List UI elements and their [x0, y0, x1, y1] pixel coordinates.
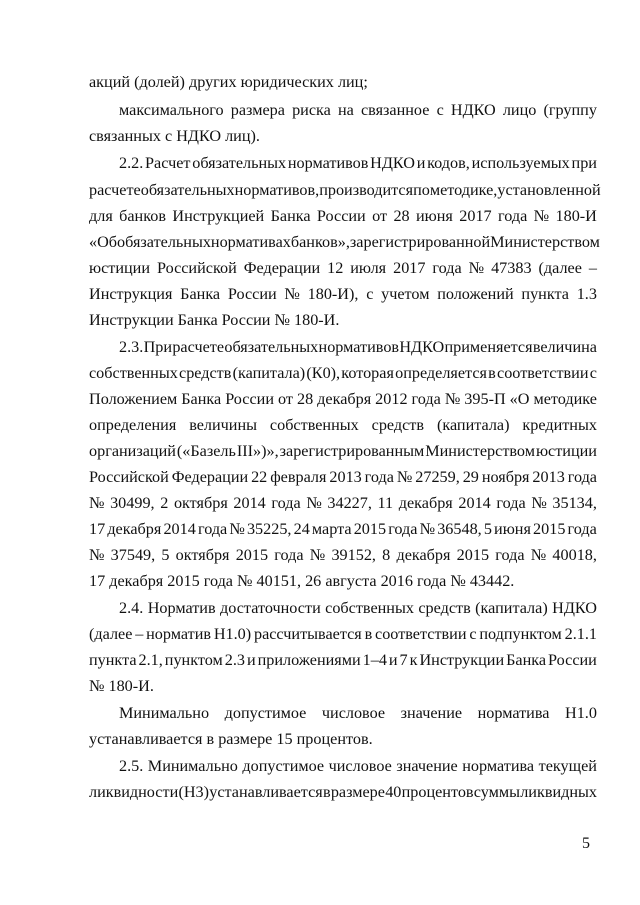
word: собственных [89, 364, 178, 382]
text-line: устанавливается в размере 15 процентов. [89, 730, 373, 748]
word: размера [230, 101, 285, 119]
word: лицо [502, 101, 537, 119]
word: года [197, 520, 228, 538]
word: НДКО [552, 599, 597, 617]
word: в [364, 625, 373, 643]
word: величины [189, 416, 258, 434]
word: Н1.0 [565, 704, 597, 722]
word: «Об [89, 233, 118, 251]
word: 2.3 [224, 651, 245, 669]
word: с [436, 101, 444, 119]
word: и [388, 651, 398, 669]
word: используемых [471, 154, 570, 172]
word: Банка [181, 390, 222, 408]
text-line [119, 337, 597, 357]
word: 2.2. [119, 154, 144, 172]
word: юстиции [535, 442, 597, 460]
word: устанавливается [209, 783, 323, 801]
word: 2.5. [119, 757, 144, 775]
word: 2013 [329, 468, 362, 486]
word: текущей [538, 757, 597, 775]
word: декабря [398, 494, 453, 512]
word: № [309, 546, 326, 564]
word: № [284, 285, 300, 303]
word: в [322, 783, 331, 801]
word: учетом [381, 285, 430, 303]
word: 2014 [458, 494, 491, 512]
word: производится [319, 181, 414, 199]
text-line [119, 598, 597, 618]
word: норматива [477, 704, 550, 722]
word: года [495, 546, 525, 564]
word: июня [416, 207, 453, 225]
word: кредитных [522, 416, 597, 434]
text-line [119, 153, 597, 173]
word: расчете [89, 181, 141, 199]
word: 2012 [375, 390, 408, 408]
word: пункта [89, 651, 137, 669]
word: средств [371, 416, 425, 434]
word: России [316, 207, 366, 225]
word: кодов, [427, 154, 470, 172]
word: 34227, [327, 494, 372, 512]
word: нормативов, [234, 181, 320, 199]
word: 37549, [110, 546, 156, 564]
word: организаций [89, 442, 176, 460]
word: зарегистрированным [279, 442, 425, 460]
word: 30499, [110, 494, 155, 512]
word: (капитала) [232, 364, 306, 382]
word: определения [89, 416, 177, 434]
word: 2.4. [119, 599, 144, 617]
word: определяется [395, 364, 487, 382]
word: февраля [270, 468, 327, 486]
word: года [567, 520, 597, 538]
word: «О [509, 390, 530, 408]
word: (капитала) [475, 599, 548, 617]
word: от [372, 207, 388, 225]
word: 2015 [456, 546, 490, 564]
text-line [89, 363, 597, 383]
word: средств [179, 364, 232, 382]
word: с [469, 625, 477, 643]
word: (К0), [306, 364, 341, 382]
word: расчете [172, 338, 225, 356]
word: банков [119, 207, 167, 225]
word: к [409, 651, 418, 669]
word: – [588, 259, 597, 277]
word: 40018, [552, 546, 597, 564]
word: Банка [180, 285, 221, 303]
word: Российской [156, 259, 237, 277]
word: 180-И [555, 207, 597, 225]
word: Министерством [425, 442, 535, 460]
word: 40 [385, 783, 402, 801]
word: 17 [89, 520, 106, 538]
word: № [229, 520, 245, 538]
word: 35134, [552, 494, 597, 512]
word: 5 [483, 520, 492, 538]
word: № [306, 494, 322, 512]
word: 28 [393, 207, 410, 225]
word: пункта [521, 285, 569, 303]
text-line [89, 206, 597, 226]
word: (далее [538, 259, 582, 277]
text-line [89, 782, 597, 802]
word: России [548, 651, 597, 669]
word: № [396, 468, 413, 486]
word: собственных [269, 416, 359, 434]
text-line [89, 467, 597, 487]
word: № [531, 494, 547, 512]
text-line [119, 756, 597, 776]
word: № [89, 494, 105, 512]
word: ликвидных [520, 783, 597, 801]
word: года [432, 259, 462, 277]
word: установленной [497, 181, 601, 199]
word: года [496, 494, 526, 512]
word: 2015 [533, 520, 566, 538]
word: 29 [462, 468, 479, 486]
text-line: Инструкции Банка России № 180-И. [89, 311, 340, 329]
word: Инструкции [419, 651, 505, 669]
word: приложениями [257, 651, 361, 669]
word: по [413, 181, 430, 199]
word: суммы [473, 783, 520, 801]
word: средств [418, 599, 471, 617]
word: величина [532, 338, 597, 356]
word: года [271, 494, 301, 512]
word: – [135, 625, 144, 643]
word: года [411, 390, 441, 408]
word: октября [173, 494, 228, 512]
word: («Базель [176, 442, 236, 460]
word: 7 [399, 651, 408, 669]
word: норматива [462, 757, 535, 775]
word: № [89, 546, 105, 564]
word: обязательных [140, 181, 235, 199]
word: года [567, 468, 597, 486]
word: с [366, 285, 374, 303]
word: от [278, 390, 293, 408]
word: максимального [119, 101, 224, 119]
word: Министерством [490, 233, 600, 251]
word: 28 [296, 390, 314, 408]
text-line: связанных с НДКО лиц). [89, 127, 260, 145]
word: года [388, 520, 418, 538]
word: 2017 [459, 207, 492, 225]
word: октября [175, 546, 230, 564]
word: 2015 [235, 546, 269, 564]
word: 24 [293, 520, 310, 538]
text-line [89, 232, 600, 252]
word: нормативах [210, 233, 291, 251]
word: рассчитывается [253, 625, 362, 643]
word: декабря [317, 390, 372, 408]
word: процентов [401, 783, 474, 801]
text-line [89, 493, 597, 513]
word: юстиции [89, 259, 151, 277]
word: (капитала) [436, 416, 510, 434]
word: 2013 [532, 468, 565, 486]
word: подпунктом [479, 625, 562, 643]
word: обязательных [117, 233, 211, 251]
word: 27259, [415, 468, 460, 486]
word: (Н3) [178, 783, 210, 801]
word: 36548, [437, 520, 482, 538]
page-number: 5 [582, 835, 590, 852]
word: 1.3 [576, 285, 597, 303]
word: 2.3. [119, 338, 144, 356]
word: 2.1, [138, 651, 163, 669]
text-line [89, 180, 601, 200]
word: для [89, 207, 113, 225]
word: Норматив [147, 599, 216, 617]
text-line [89, 441, 597, 461]
word: НДКО [370, 154, 415, 172]
word: 47383 [491, 259, 532, 277]
word: № [530, 546, 547, 564]
text-line [119, 100, 597, 120]
word: соответствии [497, 364, 589, 382]
word: № [533, 207, 550, 225]
word: Федерации [243, 259, 321, 277]
word: III»)», [236, 442, 279, 460]
word: Инструкцией [172, 207, 265, 225]
word: 39152, [331, 546, 376, 564]
word: обязательных [192, 154, 287, 172]
text-line [89, 545, 597, 565]
word: марта [311, 520, 352, 538]
word: 8 [382, 546, 391, 564]
word: Банка [270, 207, 311, 225]
word: № [419, 520, 436, 538]
word: Положением [89, 390, 178, 408]
word: При [143, 338, 173, 356]
word: НДКО [450, 101, 496, 119]
word: соответствии [375, 625, 467, 643]
word: на [337, 101, 354, 119]
text-line: акций (долей) других юридических лиц; [89, 73, 368, 91]
word: Н1.0) [213, 625, 252, 643]
word: 2017 [393, 259, 426, 277]
word: положений [437, 285, 514, 303]
word: связанное [360, 101, 430, 119]
word: 22 [251, 468, 268, 486]
word: методике [533, 390, 597, 408]
text-line [89, 519, 597, 539]
word: 395-П [464, 390, 506, 408]
word: собственных [325, 599, 414, 617]
word: Российской [89, 468, 169, 486]
word: ноября [481, 468, 530, 486]
word: значение [400, 704, 463, 722]
word: 180-И), [307, 285, 359, 303]
word: Минимально [119, 704, 210, 722]
word: Банка [506, 651, 547, 669]
text-line [89, 258, 597, 278]
word: № [444, 390, 461, 408]
word: декабря [396, 546, 451, 564]
text-line: № 180-И. [89, 677, 154, 695]
word: 2015 [353, 520, 387, 538]
word: России [227, 285, 277, 303]
word: НДКО [399, 338, 445, 356]
word: в [488, 364, 496, 382]
word: Минимально [147, 757, 238, 775]
word: 2014 [163, 520, 196, 538]
word: применяется [444, 338, 533, 356]
word: 2 [160, 494, 169, 512]
word: (группу [543, 101, 597, 119]
word: Федерации [171, 468, 249, 486]
word: Инструкция [89, 285, 173, 303]
word: числовое [328, 757, 392, 775]
word: 35225, [246, 520, 292, 538]
word: 12 [327, 259, 344, 277]
text-line [89, 284, 597, 304]
word: 1–4 [362, 651, 387, 669]
word: риска [292, 101, 331, 119]
word: числовое [321, 704, 386, 722]
word: и [246, 651, 256, 669]
text-line [89, 415, 597, 435]
word: июля [350, 259, 387, 277]
word: нормативов [318, 338, 400, 356]
word: при [571, 154, 597, 172]
word: банков», [290, 233, 350, 251]
word: Расчет [145, 154, 191, 172]
word: которая [341, 364, 394, 382]
word: размере [330, 783, 385, 801]
word: года [364, 468, 394, 486]
word: года [498, 207, 528, 225]
text-line [89, 650, 597, 670]
text-line [89, 389, 597, 409]
text-line [119, 703, 597, 723]
word: нормативов [287, 154, 369, 172]
word: июня [494, 520, 531, 538]
word: 11 [377, 494, 394, 512]
word: ликвидности [89, 783, 179, 801]
word: обязательных [224, 338, 319, 356]
word: 2.1.1 [564, 625, 597, 643]
word: зарегистрированной [349, 233, 491, 251]
word: достаточности [220, 599, 321, 617]
word: с [589, 364, 597, 382]
word: допустимое [224, 704, 307, 722]
word: (далее [89, 625, 133, 643]
text-line: 17 декабря 2015 года № 40151, 26 августа 2016 года № 43442. [89, 572, 515, 590]
word: № [468, 259, 485, 277]
word: 2014 [233, 494, 266, 512]
word: значение [396, 757, 458, 775]
word: пунктом [164, 651, 223, 669]
word: России [225, 390, 274, 408]
text-line [89, 624, 597, 644]
word: методике, [429, 181, 498, 199]
word: допустимое [242, 757, 325, 775]
word: 5 [161, 546, 170, 564]
word: и [416, 154, 426, 172]
word: года [274, 546, 304, 564]
word: норматив [146, 625, 212, 643]
word: декабря [107, 520, 162, 538]
